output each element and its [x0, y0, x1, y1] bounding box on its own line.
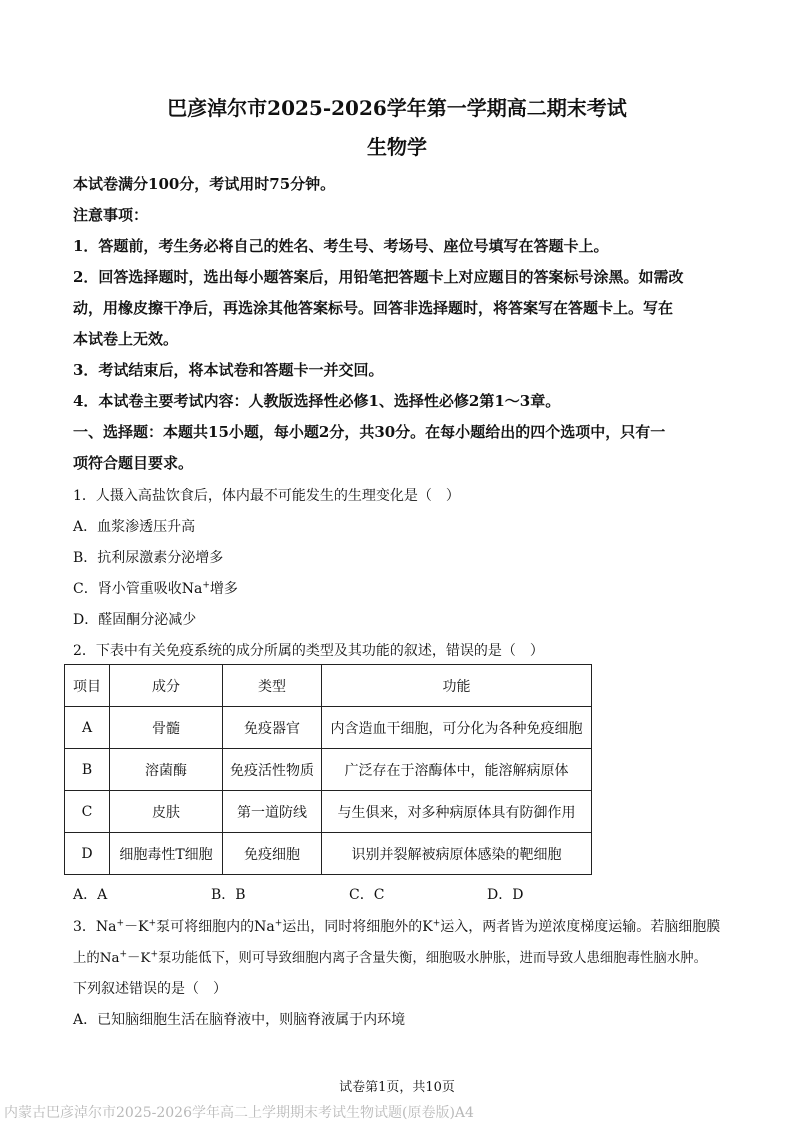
header-cell: 类型 [223, 665, 322, 707]
notice-item-2-line-3: 本试卷上无效。 [73, 330, 179, 348]
table-cell: 皮肤 [110, 791, 223, 833]
table-cell: 免疫活性物质 [223, 749, 322, 791]
table-cell: 细胞毒性T细胞 [110, 833, 223, 875]
subject-title: 生物学 [367, 135, 427, 159]
table-cell: 内含造血干细胞，可分化为各种免疫细胞 [322, 707, 592, 749]
q3-option-a: A．已知脑细胞生活在脑脊液中，则脑脊液属于内环境 [73, 1012, 406, 1028]
table-cell: 第一道防线 [223, 791, 322, 833]
table-cell: 免疫细胞 [223, 833, 322, 875]
section-heading-line-2: 项符合题目要求。 [73, 454, 194, 472]
header-cell: 功能 [322, 665, 592, 707]
table-row [65, 791, 592, 833]
q2-stem: 2．下表中有关免疫系统的成分所属的类型及其功能的叙述，错误的是（ ） [73, 643, 544, 659]
notice-item-4: 4．本试卷主要考试内容：人教版选择性必修1、选择性必修2第1～3章。 [73, 392, 561, 410]
q1-option-a: A．血浆渗透压升高 [73, 519, 196, 535]
page-footer: 试卷第1页，共10页 [339, 1080, 455, 1095]
notice-heading: 注意事项： [73, 206, 149, 224]
exam-title: 巴彦淖尔市2025-2026学年第一学期高二期末考试 [167, 96, 627, 120]
notice-item-2-line-2: 动，用橡皮擦干净后，再选涂其他答案标号。回答非选择题时，将答案写在答题卡上。写在 [73, 299, 674, 317]
table-cell: 与生俱来，对多种病原体具有防御作用 [322, 791, 592, 833]
table-cell: 免疫器官 [223, 707, 322, 749]
table-row [65, 707, 592, 749]
q1-option-b: B．抗利尿激素分泌增多 [73, 550, 224, 566]
q3-stem-line-3: 下列叙述错误的是（ ） [73, 981, 227, 997]
q2-choice-c: C．C [349, 887, 385, 903]
table-cell: 骨髓 [110, 707, 223, 749]
q3-stem-line-1: 3．Na+－K+泵可将细胞内的Na+运出，同时将细胞外的K+运入，两者皆为逆浓度梯度运输。若脑细胞膜 [73, 918, 721, 935]
table-cell: 广泛存在于溶酶体中，能溶解病原体 [322, 749, 592, 791]
section-heading-line-1: 一、选择题：本题共15小题，每小题2分，共30分。在每小题给出的四个选项中，只有一 [73, 423, 666, 441]
q2-choice-d: D．D [487, 887, 524, 903]
q2-choice-b: B．B [211, 887, 246, 903]
table-header-row [65, 665, 592, 707]
q1-option-d: D．醛固酮分泌减少 [73, 612, 197, 628]
q2-table [64, 664, 592, 875]
header-cell: 项目 [65, 665, 110, 707]
table-row [65, 833, 592, 875]
notice-item-1: 1．答题前，考生务必将自己的姓名、考生号、考场号、座位号填写在答题卡上。 [73, 237, 609, 255]
table-row [65, 749, 592, 791]
watermark-text: 内蒙古巴彦淖尔市2025-2026学年高二上学期期末考试生物试题(原卷版)A4 [4, 1105, 474, 1121]
q3-stem-line-2: 上的Na+－K+泵功能低下，则可导致细胞内离子含量失衡，细胞吸水肿胀，进而导致人患细胞毒性脑水肿。 [73, 949, 707, 966]
intro-text: 本试卷满分100分，考试用时75分钟。 [73, 175, 336, 193]
q2-choice-a: A．A [73, 887, 108, 903]
table-cell: C [65, 791, 110, 833]
table-cell: 识别并裂解被病原体感染的靶细胞 [322, 833, 592, 875]
header-cell: 成分 [110, 665, 223, 707]
table-cell: D [65, 833, 110, 875]
table-cell: 溶菌酶 [110, 749, 223, 791]
table-cell: A [65, 707, 110, 749]
q1-stem: 1．人摄入高盐饮食后，体内最不可能发生的生理变化是（ ） [73, 488, 460, 504]
notice-item-3: 3．考试结束后，将本试卷和答题卡一并交回。 [73, 361, 384, 379]
notice-item-2-line-1: 2．回答选择题时，选出每小题答案后，用铅笔把答题卡上对应题目的答案标号涂黑。如需改 [73, 268, 684, 286]
table-cell: B [65, 749, 110, 791]
q1-option-c: C．肾小管重吸收Na+增多 [73, 580, 238, 597]
